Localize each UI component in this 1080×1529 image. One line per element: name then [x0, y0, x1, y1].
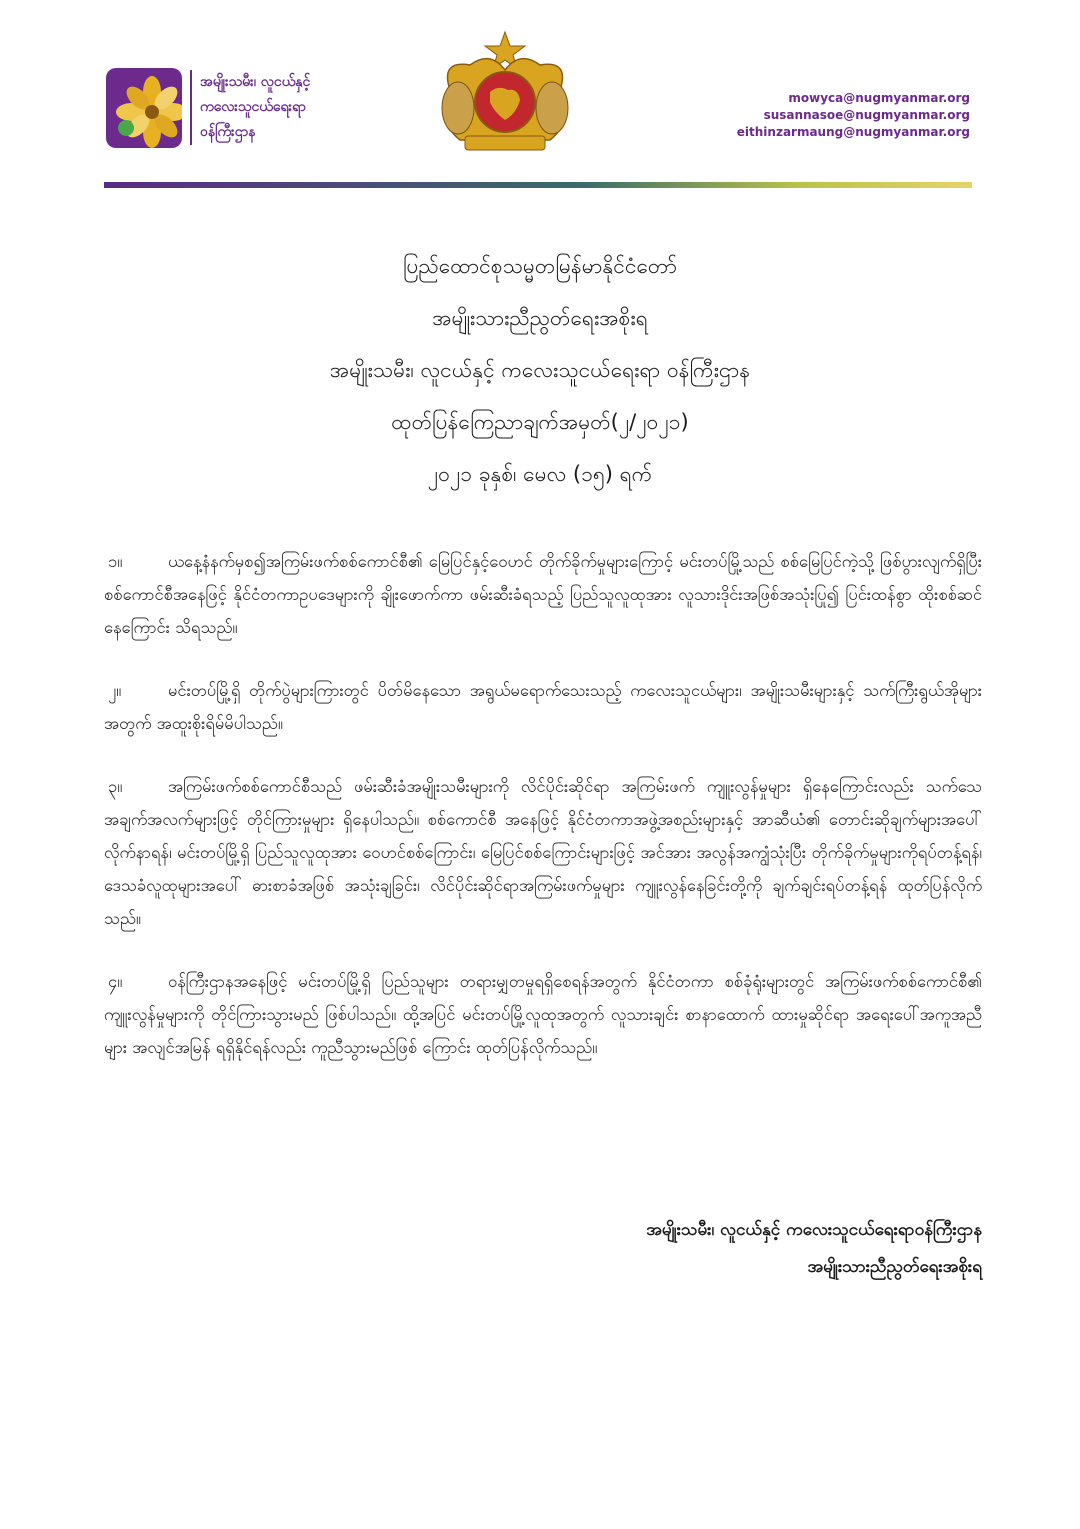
paragraph-text: ယနေ့နံနက်မှစ၍အကြမ်းဖက်စစ်ကောင်စီ၏ မြေပြင်နှင့်ဝေဟင် တိုက်ခိုက်မှုများကြောင့် မင်းတပ်မြို့သည် စစ်မြေပြင်ကဲ့သို့ ဖြစ်ပွားလျက်ရှိပြီး စစ်ကောင်စီအနေဖြင့် နိုင်ငံတကာဥပဒေများကို ချိုးဖောက်ကာ ဖမ်းဆီးခံရသည့် ပြည်သူလူထုအား လူသားဒိုင်းအဖြစ်အသုံးပြု၍ ပြင်းထန်စွာ ထိုးစစ်ဆင်နေကြောင်း သိရသည်။ — [104, 552, 982, 637]
title-line: အမျိုးသားညီညွတ်ရေးအစိုးရ — [432, 306, 648, 330]
signature-ministry: အမျိုးသမီး၊ လူငယ်နှင့် ကလေးသူငယ်ရေးရာဝန်ကြီးဌာန — [646, 1220, 982, 1240]
paragraph-number: ၃။ — [108, 777, 123, 796]
contact-emails — [737, 90, 970, 141]
title-line: အမျိုးသမီး၊ လူငယ်နှင့် ကလေးသူငယ်ရေးရာ ဝန်ကြီးဌာန — [329, 358, 751, 382]
paragraph — [104, 770, 982, 935]
email-link[interactable]: mowyca@nugmyanmar.org — [788, 91, 970, 105]
statement-number: ထုတ်ပြန်ကြေညာချက်အမှတ်(၂/၂၀၂၁) — [391, 410, 689, 434]
statement-title — [0, 240, 1080, 500]
state-emblem — [430, 30, 580, 160]
paragraph-number: ၄။ — [108, 972, 123, 991]
paragraph-number: ၂။ — [108, 681, 122, 700]
paragraph-number: ၁။ — [108, 552, 123, 571]
title-line: ပြည်ထောင်စုသမ္မတမြန်မာနိုင်ငံတော် — [402, 254, 677, 278]
logo-text-line: ကလေးသူငယ်ရေးရာ — [200, 99, 306, 115]
logo-text-line: အမျိုးသမီး၊ လူငယ်နှင့် — [200, 74, 311, 90]
paragraph-text: မင်းတပ်မြို့ရှိ တိုက်ပွဲများကြားတွင် ပိတ်မိနေသော အရွယ်မရောက်သေးသည့် ကလေးသူငယ်များ၊ အမျိုးသမီးများနှင့် သက်ကြီးရွယ်အိုများ အတွက် အထူးစိုးရိမ်မိပါသည်။ — [104, 681, 982, 733]
signature-government: အမျိုးသားညီညွတ်ရေးအစိုးရ — [807, 1257, 982, 1277]
email-link[interactable]: susannasoe@nugmyanmar.org — [763, 108, 970, 122]
paragraph — [104, 965, 982, 1064]
signature-block — [646, 1212, 982, 1286]
header-divider — [104, 182, 972, 188]
paragraph-text: အကြမ်းဖက်စစ်ကောင်စီသည် ဖမ်းဆီးခံအမျိုးသမီးများကို လိင်ပိုင်းဆိုင်ရာ အကြမ်းဖက် ကျူးလွန်မှုများ ရှိနေကြောင်းလည်း သက်သေအချက်အလက်များဖြင့် တိုင်ကြားမှုများ ရှိနေပါသည်။ စစ်ကောင်စီ အနေဖြင့် နိုင်ငံတကာအဖွဲ့အစည်းများနှင့် အာဆီယံ၏ တောင်းဆိုချက်များအပေါ် လိုက်နာရန်၊ မင်းတပ်မြို့ရှိ ပြည်သူလူထုအား ဝေဟင်စစ်ကြောင်း၊ မြေပြင်စစ်ကြောင်းများဖြင့် အင်အား အလွန်အကျွံသုံးပြီး တိုက်ခိုက်မှုများကိုရပ်တန့်ရန်၊ ဒေသခံလူထုများအပေါ် ဓားစာခံအဖြစ် အသုံးချခြင်း၊ လိင်ပိုင်းဆိုင်ရာအကြမ်းဖက်မှုများ ကျူးလွန်နေခြင်းတို့ကို ချက်ချင်းရပ်တန့်ရန် ထုတ်ပြန်လိုက်သည်။ — [104, 777, 982, 928]
paragraph — [104, 545, 982, 644]
logo-text-line: ဝန်ကြီးဌာန — [200, 124, 256, 140]
email-link[interactable]: eithinzarmaung@nugmyanmar.org — [736, 125, 970, 139]
statement-body — [104, 545, 982, 1094]
letterhead — [0, 0, 1080, 200]
ministry-logo — [106, 68, 182, 148]
ministry-name-logo-text — [190, 70, 350, 145]
paragraph-text: ဝန်ကြီးဌာနအနေဖြင့် မင်းတပ်မြို့ရှိ ပြည်သူများ တရားမျှတမှုရရှိစေရန်အတွက် နိုင်ငံတကာ စစ်ခုံရုံးများတွင် အကြမ်းဖက်စစ်ကောင်စီ၏ ကျူးလွန်မှုများကို တိုင်ကြားသွားမည် ဖြစ်ပါသည်။ ထို့အပြင် မင်းတပ်မြို့လူထုအတွက် လူသားချင်း စာနာထောက် ထားမှုဆိုင်ရာ အရေးပေါ်အကူအညီများ အလျင်အမြန် ရရှိနိုင်ရန်လည်း ကူညီသွားမည်ဖြစ် ကြောင်း ထုတ်ပြန်လိုက်သည်။ — [104, 972, 982, 1057]
paragraph — [104, 674, 982, 740]
statement-date: ၂၀၂၁ ခုနှစ်၊ မေလ (၁၅) ရက် — [427, 462, 653, 486]
